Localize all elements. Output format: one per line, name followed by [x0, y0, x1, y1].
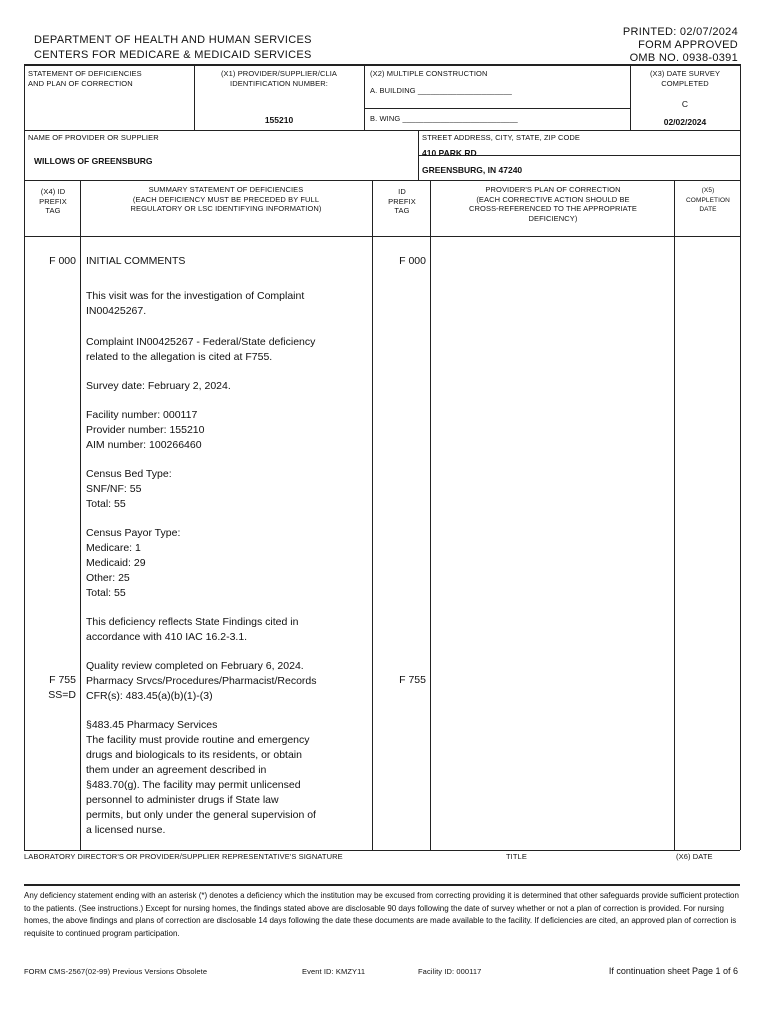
paragraph-visit: This visit was for the investigation of Complaint IN00425267.	[86, 290, 305, 317]
column-line	[372, 180, 373, 850]
department-line-1: DEPARTMENT OF HEALTH AND HUMAN SERVICES	[34, 34, 312, 46]
x2-label: (X2) MULTIPLE CONSTRUCTION	[370, 69, 488, 78]
omb-number: OMB NO. 0938-0391	[629, 52, 738, 64]
summary-header: SUMMARY STATEMENT OF DEFICIENCIES (EACH DEFICIENCY MUST BE PRECEDED BY FULL REGULATORY OR LSC IDENTIFYING INFORMATION)	[130, 185, 322, 213]
plan-header: PROVIDER'S PLAN OF CORRECTION (EACH CORRECTIVE ACTION SHOULD BE CROSS-REFERENCED TO THE APPROPRIATE DEFICIENCY)	[469, 185, 637, 223]
paragraph-survey-date: Survey date: February 2, 2024.	[86, 380, 231, 392]
paragraph-quality-review: Quality review completed on February 6, 2024. Pharmacy Srvcs/Procedures/Pharmacist/Records CFR(s): 483.45(a)(b)(1)-(3)	[86, 660, 317, 702]
column-line	[430, 180, 431, 850]
right-tag-f000: F 000	[399, 255, 426, 267]
provider-label: NAME OF PROVIDER OR SUPPLIER	[28, 133, 159, 142]
column-line	[674, 180, 675, 850]
signature-label: LABORATORY DIRECTOR'S OR PROVIDER/SUPPLIER REPRESENTATIVE'S SIGNATURE	[24, 852, 343, 861]
title-label: TITLE	[506, 852, 527, 861]
address-line-1: 410 PARK RD	[422, 148, 477, 158]
x2-building: A. BUILDING ______________________	[370, 86, 512, 95]
paragraph-pharmacy-services: §483.45 Pharmacy Services The facility must provide routine and emergency drugs and biologicals to its residents, or obtain them under an agreement described in §483.70(g). The facility may permit unlicensed personnel to administer drugs if State law permits, but only under the general supervision of a licensed nurse.	[86, 719, 316, 836]
column-line	[80, 180, 81, 850]
footer-notice: Any deficiency statement ending with an asterisk (*) denotes a deficiency which the institution may be excused from correcting providing it is determined that other safeguards provide sufficient protection to the patients. (See instructions.) Except for nursing homes, the findings stated above are disclosable 90 days following the date of survey whether or not a plan of correction is provided. For nursing homes, the above findings and plans of correction are disclosable 14 days following the date these documents are made available to the facility. If deficiencies are cited, an approved plan of correction is requisite to continued program participation.	[24, 891, 739, 938]
x3-value: 02/02/2024	[663, 117, 707, 127]
right-tag-f755: F 755	[399, 674, 426, 686]
x1-label: (X1) PROVIDER/SUPPLIER/CLIA IDENTIFICATION NUMBER:	[220, 69, 338, 88]
grid-line	[24, 180, 740, 181]
id-header: ID PREFIX TAG	[388, 187, 416, 215]
top-border	[24, 64, 740, 66]
paragraph-state-findings: This deficiency reflects State Findings cited in accordance with 410 IAC 16.2-3.1.	[86, 616, 299, 643]
x4-header: (X4) ID PREFIX TAG	[39, 187, 67, 215]
summary-content	[86, 254, 370, 852]
page-indicator: If continuation sheet Page 1 of 6	[608, 966, 738, 976]
initial-comments: INITIAL COMMENTS	[86, 255, 186, 267]
paragraph-complaint: Complaint IN00425267 - Federal/State deficiency related to the allegation is cited at F755.	[86, 336, 316, 363]
date-label: (X6) DATE	[676, 852, 713, 861]
left-tag-f000: F 000	[49, 255, 76, 267]
address-line-2: GREENSBURG, IN 47240	[422, 165, 523, 175]
printed-date: PRINTED: 02/07/2024	[622, 26, 738, 38]
x3-letter: C	[681, 99, 689, 109]
x5-header: (X5) COMPLETION DATE	[686, 187, 730, 213]
statement-label: STATEMENT OF DEFICIENCIES AND PLAN OF CORRECTION	[28, 69, 142, 88]
form-id: FORM CMS-2567(02-99) Previous Versions Obsolete	[24, 967, 208, 976]
grid-line	[364, 108, 630, 109]
signature-top-line	[24, 850, 740, 851]
x3-label: (X3) DATE SURVEY COMPLETED	[649, 69, 721, 88]
grid-line	[418, 130, 419, 180]
paragraph-census-payor: Census Payor Type: Medicare: 1 Medicaid: 29 Other: 25 Total: 55	[86, 527, 181, 599]
paragraph-facility-numbers: Facility number: 000117 Provider number: 155210 AIM number: 100266460	[86, 409, 205, 451]
address-label: STREET ADDRESS, CITY, STATE, ZIP CODE	[422, 133, 581, 142]
grid-line	[630, 64, 631, 130]
grid-line	[364, 64, 365, 130]
facility-id: Facility ID: 000117	[418, 967, 482, 976]
form-approved: FORM APPROVED	[638, 39, 738, 51]
event-id: Event ID: KMZY11	[302, 967, 366, 976]
paragraph-census-bed: Census Bed Type: SNF/NF: 55 Total: 55	[86, 468, 172, 510]
signature-bottom-line	[24, 884, 740, 886]
x2-wing: B. WING ___________________________	[370, 114, 518, 123]
provider-value: WILLOWS OF GREENSBURG	[34, 156, 153, 166]
x1-value: 155210	[264, 115, 294, 125]
left-border	[24, 64, 25, 850]
grid-line	[24, 236, 740, 237]
grid-line	[24, 130, 740, 131]
right-border	[740, 64, 741, 850]
left-tag-f755: F 755 SS=D	[48, 674, 76, 701]
grid-line	[194, 64, 195, 130]
department-line-2: CENTERS FOR MEDICARE & MEDICAID SERVICES	[34, 49, 312, 61]
